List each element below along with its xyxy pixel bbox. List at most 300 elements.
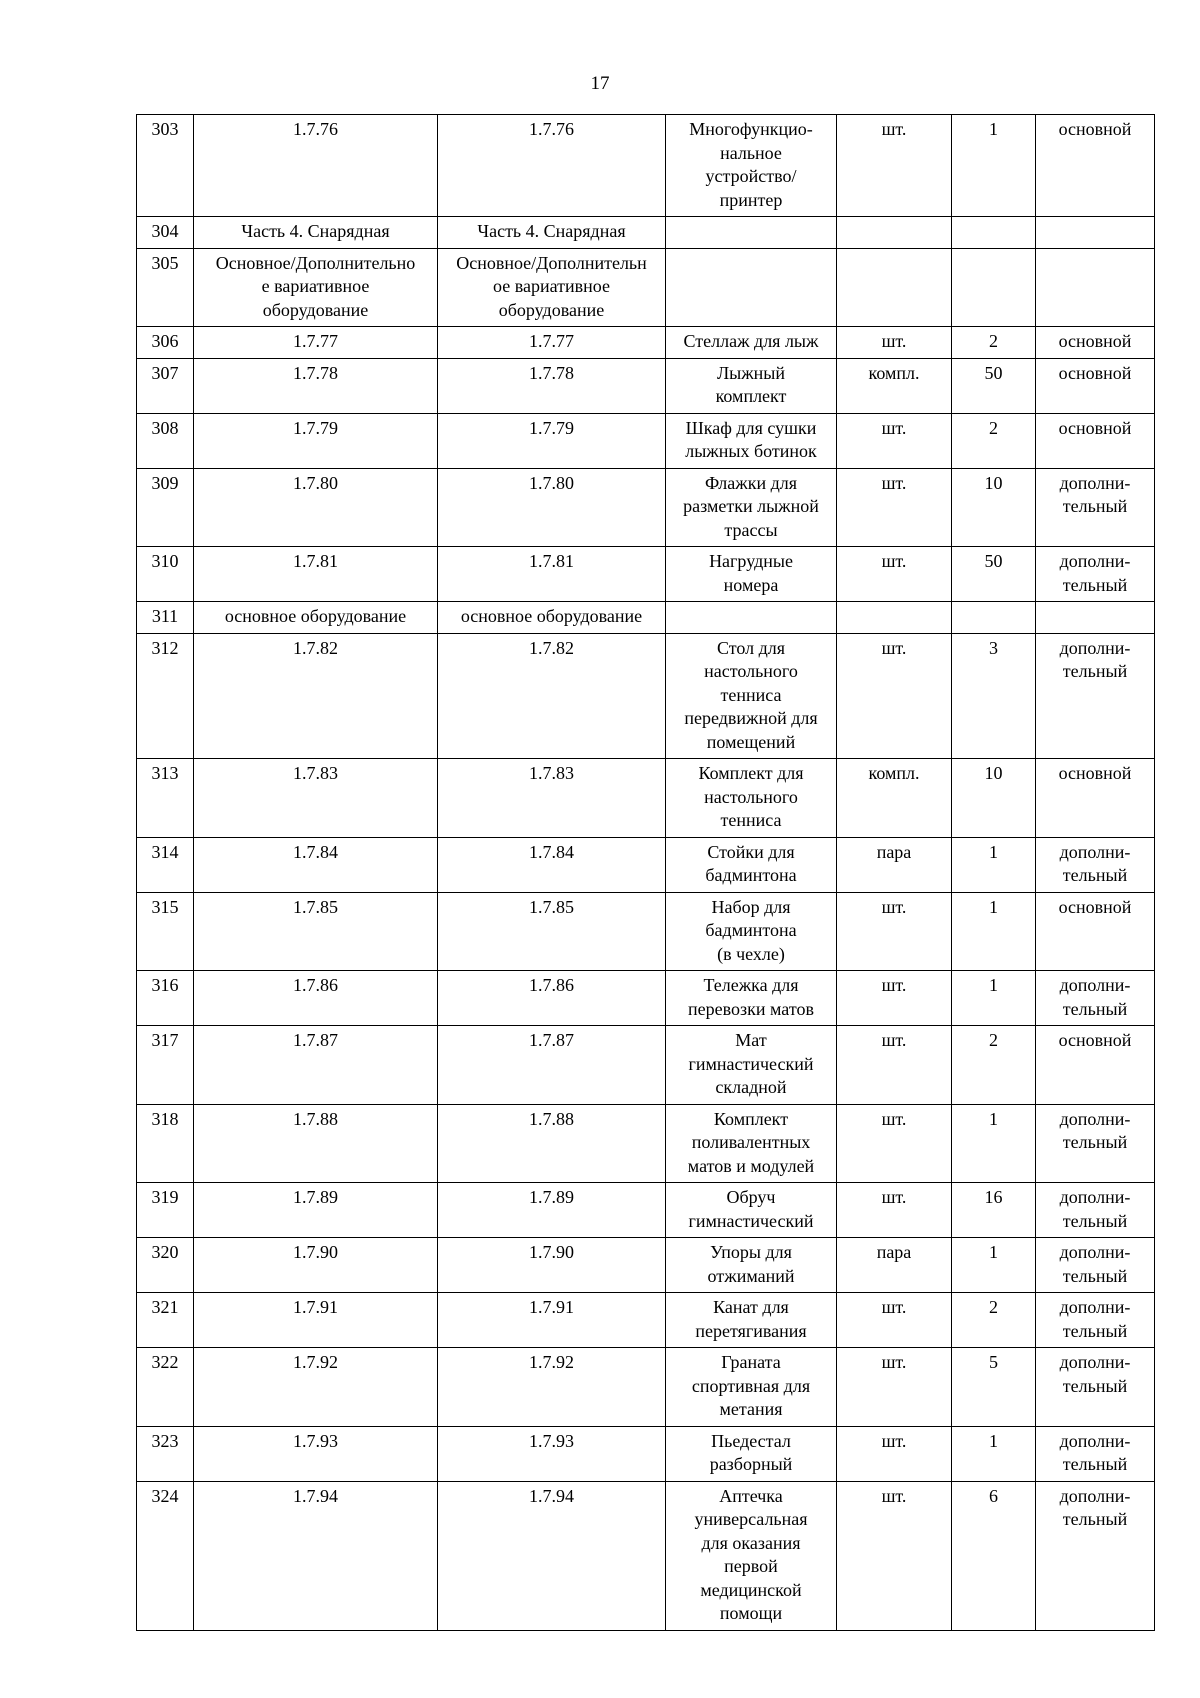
- code-cell-secondary: [438, 971, 666, 1026]
- row-number-cell: [137, 1481, 194, 1630]
- quantity-cell: [952, 547, 1036, 602]
- row-number-cell: [137, 1104, 194, 1183]
- row-number-cell: [137, 602, 194, 634]
- code-cell-primary-text: 1.7.84: [293, 841, 338, 862]
- row-number-cell: [137, 759, 194, 838]
- unit-cell: [837, 1293, 952, 1348]
- code-cell-secondary: [438, 358, 666, 413]
- code-cell-secondary: [438, 468, 666, 547]
- item-name-cell: [666, 413, 837, 468]
- code-cell-primary-text: Основное/Дополнительно е вариативное оборудование: [215, 252, 416, 320]
- unit-cell-text: шт.: [881, 1297, 907, 1317]
- table-row: [137, 1183, 1155, 1238]
- quantity-cell-text: 1: [989, 1242, 998, 1262]
- item-name-cell: [666, 633, 837, 759]
- code-cell-primary-text: 1.7.87: [293, 1030, 338, 1050]
- equipment-type-cell: [1036, 1481, 1155, 1630]
- code-cell-primary-text: 1.7.90: [293, 1242, 338, 1262]
- code-cell-secondary-text: основное оборудование: [460, 606, 643, 626]
- item-name-cell-text: Нагрудные номера: [709, 551, 793, 595]
- equipment-type-cell: [1036, 547, 1155, 602]
- unit-cell: [837, 327, 952, 359]
- quantity-cell: [952, 892, 1036, 971]
- quantity-cell: [952, 468, 1036, 547]
- item-name-cell-text: Мат гимнастический складной: [688, 1030, 814, 1097]
- item-name-cell: [666, 248, 837, 327]
- unit-cell-text: шт.: [881, 1030, 907, 1050]
- row-number-cell-text: 307: [151, 362, 179, 383]
- item-name-cell: [666, 759, 837, 838]
- code-cell-primary: [194, 759, 438, 838]
- equipment-type-cell: [1036, 358, 1155, 413]
- unit-cell: [837, 1238, 952, 1293]
- item-name-cell-text: Стойки для бадминтона: [705, 841, 797, 885]
- item-name-cell: [666, 1293, 837, 1348]
- row-number-cell-text: 303: [151, 119, 179, 139]
- equipment-type-cell: [1036, 1183, 1155, 1238]
- item-name-cell-text: Шкаф для сушки лыжных ботинок: [685, 417, 817, 461]
- row-number-cell-text: 310: [151, 551, 179, 571]
- row-number-cell: [137, 547, 194, 602]
- unit-cell: [837, 1348, 952, 1427]
- row-number-cell-text: 319: [151, 1187, 179, 1207]
- unit-cell: [837, 1183, 952, 1238]
- code-cell-secondary: [438, 1348, 666, 1427]
- table-row: [137, 1104, 1155, 1183]
- quantity-cell: [952, 327, 1036, 359]
- code-cell-secondary: [438, 217, 666, 249]
- equipment-type-cell-text: дополни- тельный: [1059, 1297, 1131, 1341]
- unit-cell: [837, 1481, 952, 1630]
- table-row: [137, 1293, 1155, 1348]
- code-cell-primary-text: 1.7.81: [293, 551, 338, 571]
- code-cell-primary-text: 1.7.92: [293, 1352, 338, 1372]
- code-cell-primary-text: 1.7.93: [293, 1430, 338, 1451]
- quantity-cell-text: 2: [989, 331, 998, 351]
- equipment-type-cell-text: основной: [1058, 1030, 1132, 1050]
- code-cell-secondary-text: 1.7.87: [529, 1030, 574, 1050]
- quantity-cell: [952, 1238, 1036, 1293]
- quantity-cell-text: 1: [989, 1430, 998, 1451]
- code-cell-primary: [194, 1026, 438, 1105]
- quantity-cell: [952, 1183, 1036, 1238]
- item-name-cell: [666, 327, 837, 359]
- table-row: [137, 1481, 1155, 1630]
- code-cell-secondary-text: Часть 4. Снарядная: [477, 221, 626, 241]
- quantity-cell: [952, 1348, 1036, 1427]
- row-number-cell-text: 323: [151, 1430, 179, 1451]
- table-row: [137, 413, 1155, 468]
- code-cell-secondary-text: 1.7.94: [529, 1485, 574, 1506]
- code-cell-secondary-text: 1.7.76: [529, 119, 574, 139]
- item-name-cell: [666, 1481, 837, 1630]
- table-row: [137, 115, 1155, 217]
- code-cell-primary-text: 1.7.76: [293, 119, 338, 139]
- item-name-cell: [666, 1183, 837, 1238]
- row-number-cell: [137, 1238, 194, 1293]
- row-number-cell-text: 305: [151, 252, 179, 273]
- table-row: [137, 837, 1155, 892]
- quantity-cell: [952, 759, 1036, 838]
- item-name-cell: [666, 115, 837, 217]
- item-name-cell-text: Тележка для перевозки матов: [688, 975, 814, 1019]
- code-cell-secondary: [438, 547, 666, 602]
- table-row: [137, 971, 1155, 1026]
- equipment-table-body: [137, 115, 1155, 1631]
- equipment-type-cell-text: основной: [1058, 119, 1132, 139]
- code-cell-secondary: [438, 633, 666, 759]
- page-number: 17: [590, 73, 610, 94]
- equipment-type-cell: [1036, 971, 1155, 1026]
- unit-cell: [837, 248, 952, 327]
- row-number-cell: [137, 115, 194, 217]
- equipment-type-cell-text: основной: [1058, 417, 1132, 438]
- row-number-cell-text: 322: [151, 1352, 179, 1372]
- unit-cell: [837, 1026, 952, 1105]
- code-cell-primary: [194, 837, 438, 892]
- equipment-type-cell-text: основной: [1058, 763, 1132, 783]
- code-cell-secondary-text: 1.7.82: [529, 637, 574, 658]
- unit-cell: [837, 358, 952, 413]
- item-name-cell-text: Флажки для разметки лыжной трассы: [683, 472, 819, 540]
- row-number-cell: [137, 358, 194, 413]
- code-cell-primary: [194, 248, 438, 327]
- quantity-cell-text: 1: [989, 975, 998, 995]
- code-cell-secondary: [438, 248, 666, 327]
- item-name-cell: [666, 468, 837, 547]
- unit-cell-text: шт.: [881, 637, 907, 658]
- quantity-cell: [952, 633, 1036, 759]
- equipment-type-cell: [1036, 468, 1155, 547]
- code-cell-primary-text: 1.7.82: [293, 637, 338, 658]
- table-row: [137, 1026, 1155, 1105]
- code-cell-secondary-text: 1.7.84: [529, 841, 574, 862]
- unit-cell: [837, 217, 952, 249]
- code-cell-secondary: [438, 1183, 666, 1238]
- row-number-cell-text: 316: [151, 975, 179, 995]
- item-name-cell-text: Упоры для отжиманий: [707, 1242, 795, 1286]
- equipment-type-cell-text: дополни- тельный: [1059, 472, 1131, 516]
- quantity-cell-text: 1: [989, 1108, 998, 1129]
- code-cell-secondary: [438, 1104, 666, 1183]
- code-cell-primary-text: 1.7.77: [293, 331, 338, 351]
- quantity-cell-text: 1: [989, 119, 998, 139]
- quantity-cell-text: 6: [989, 1485, 998, 1506]
- code-cell-primary: [194, 358, 438, 413]
- equipment-type-cell: [1036, 1026, 1155, 1105]
- unit-cell: [837, 1104, 952, 1183]
- code-cell-secondary: [438, 115, 666, 217]
- quantity-cell: [952, 1293, 1036, 1348]
- item-name-cell: [666, 1026, 837, 1105]
- item-name-cell-text: Многофункцио- нальное устройство/ принтер: [689, 119, 813, 210]
- equipment-type-cell: [1036, 633, 1155, 759]
- code-cell-primary: [194, 115, 438, 217]
- code-cell-primary-text: 1.7.85: [293, 896, 338, 917]
- unit-cell: [837, 1426, 952, 1481]
- unit-cell-text: шт.: [881, 1485, 907, 1506]
- quantity-cell: [952, 1104, 1036, 1183]
- equipment-type-cell: [1036, 115, 1155, 217]
- table-row: [137, 602, 1155, 634]
- unit-cell-text: шт.: [881, 1352, 907, 1372]
- table-row: [137, 633, 1155, 759]
- item-name-cell: [666, 217, 837, 249]
- table-row: [137, 547, 1155, 602]
- item-name-cell: [666, 1348, 837, 1427]
- row-number-cell: [137, 1348, 194, 1427]
- equipment-type-cell: [1036, 892, 1155, 971]
- equipment-type-cell-text: дополни- тельный: [1059, 1242, 1131, 1286]
- equipment-type-cell-text: дополни- тельный: [1059, 1430, 1131, 1474]
- equipment-type-cell-text: основной: [1058, 896, 1132, 917]
- code-cell-secondary: [438, 837, 666, 892]
- row-number-cell: [137, 1183, 194, 1238]
- unit-cell: [837, 413, 952, 468]
- equipment-type-cell-text: основной: [1058, 362, 1132, 383]
- equipment-type-cell-text: дополни- тельный: [1059, 637, 1131, 681]
- row-number-cell-text: 306: [151, 331, 179, 351]
- item-name-cell: [666, 892, 837, 971]
- code-cell-primary: [194, 1481, 438, 1630]
- row-number-cell-text: 315: [151, 896, 179, 917]
- code-cell-primary: [194, 1183, 438, 1238]
- quantity-cell: [952, 602, 1036, 634]
- row-number-cell: [137, 413, 194, 468]
- quantity-cell-text: 3: [989, 637, 998, 658]
- unit-cell-text: компл.: [868, 362, 920, 383]
- table-row: [137, 892, 1155, 971]
- code-cell-secondary: [438, 1026, 666, 1105]
- equipment-type-cell: [1036, 1348, 1155, 1427]
- code-cell-primary: [194, 1293, 438, 1348]
- item-name-cell-text: Пьедестал разборный: [709, 1430, 793, 1474]
- item-name-cell-text: Канат для перетягивания: [695, 1297, 807, 1341]
- item-name-cell: [666, 971, 837, 1026]
- code-cell-secondary: [438, 759, 666, 838]
- code-cell-secondary-text: 1.7.78: [529, 362, 574, 383]
- equipment-type-cell: [1036, 217, 1155, 249]
- quantity-cell: [952, 837, 1036, 892]
- row-number-cell: [137, 468, 194, 547]
- code-cell-primary: [194, 602, 438, 634]
- code-cell-secondary: [438, 1426, 666, 1481]
- quantity-cell-text: 5: [989, 1352, 998, 1372]
- equipment-type-cell: [1036, 1293, 1155, 1348]
- equipment-type-cell-text: дополни- тельный: [1059, 1187, 1131, 1231]
- unit-cell: [837, 759, 952, 838]
- unit-cell: [837, 892, 952, 971]
- code-cell-secondary: [438, 327, 666, 359]
- unit-cell: [837, 547, 952, 602]
- row-number-cell-text: 311: [151, 606, 179, 626]
- quantity-cell: [952, 971, 1036, 1026]
- equipment-type-cell: [1036, 413, 1155, 468]
- code-cell-secondary-text: 1.7.88: [529, 1108, 574, 1129]
- code-cell-primary: [194, 1238, 438, 1293]
- row-number-cell-text: 309: [151, 472, 179, 493]
- quantity-cell-text: 50: [984, 551, 1003, 571]
- unit-cell-text: шт.: [881, 1430, 907, 1451]
- equipment-table: [136, 114, 1155, 1631]
- item-name-cell-text: Аптечка универсальная для оказания первой медицинской помощи: [694, 1485, 808, 1623]
- unit-cell: [837, 115, 952, 217]
- quantity-cell-text: 2: [989, 417, 998, 438]
- item-name-cell: [666, 547, 837, 602]
- unit-cell-text: компл.: [868, 763, 920, 783]
- code-cell-secondary-text: 1.7.92: [529, 1352, 574, 1372]
- code-cell-primary-text: 1.7.89: [293, 1187, 338, 1207]
- row-number-cell-text: 304: [151, 221, 179, 241]
- row-number-cell-text: 317: [151, 1030, 179, 1050]
- equipment-type-cell: [1036, 837, 1155, 892]
- item-name-cell-text: Комплект для настольного тенниса: [698, 763, 804, 830]
- equipment-type-cell-text: дополни- тельный: [1059, 1108, 1131, 1152]
- code-cell-primary: [194, 217, 438, 249]
- row-number-cell-text: 318: [151, 1108, 179, 1129]
- item-name-cell-text: Набор для бадминтона (в чехле): [705, 896, 797, 964]
- unit-cell: [837, 468, 952, 547]
- unit-cell-text: шт.: [881, 417, 907, 438]
- code-cell-primary-text: 1.7.91: [293, 1297, 338, 1317]
- table-row: [137, 358, 1155, 413]
- quantity-cell-text: 2: [989, 1030, 998, 1050]
- unit-cell-text: шт.: [881, 975, 907, 995]
- table-row: [137, 468, 1155, 547]
- item-name-cell: [666, 837, 837, 892]
- row-number-cell: [137, 971, 194, 1026]
- equipment-type-cell: [1036, 602, 1155, 634]
- code-cell-primary-text: 1.7.80: [293, 472, 338, 493]
- code-cell-secondary-text: 1.7.79: [529, 417, 574, 438]
- equipment-type-cell-text: основной: [1058, 331, 1132, 351]
- quantity-cell-text: 1: [989, 896, 998, 917]
- row-number-cell-text: 312: [151, 637, 179, 658]
- code-cell-primary: [194, 327, 438, 359]
- quantity-cell-text: 2: [989, 1297, 998, 1317]
- code-cell-primary-text: основное оборудование: [224, 606, 407, 626]
- code-cell-secondary: [438, 1481, 666, 1630]
- row-number-cell: [137, 1426, 194, 1481]
- code-cell-primary: [194, 892, 438, 971]
- unit-cell: [837, 602, 952, 634]
- equipment-type-cell-text: дополни- тельный: [1059, 1485, 1131, 1529]
- table-row: [137, 217, 1155, 249]
- code-cell-secondary: [438, 1293, 666, 1348]
- row-number-cell-text: 308: [151, 417, 179, 438]
- quantity-cell-text: 1: [989, 841, 998, 862]
- item-name-cell-text: Лыжный комплект: [715, 362, 787, 406]
- quantity-cell: [952, 1481, 1036, 1630]
- code-cell-secondary: [438, 413, 666, 468]
- code-cell-primary: [194, 1426, 438, 1481]
- code-cell-secondary: [438, 602, 666, 634]
- row-number-cell-text: 324: [151, 1485, 179, 1506]
- row-number-cell: [137, 1026, 194, 1105]
- code-cell-primary-text: 1.7.83: [293, 763, 338, 783]
- code-cell-secondary: [438, 892, 666, 971]
- code-cell-secondary-text: 1.7.90: [529, 1242, 574, 1262]
- quantity-cell: [952, 217, 1036, 249]
- code-cell-primary: [194, 468, 438, 547]
- row-number-cell-text: 313: [151, 763, 179, 783]
- code-cell-secondary-text: 1.7.83: [529, 763, 574, 783]
- table-row: [137, 248, 1155, 327]
- row-number-cell-text: 314: [151, 841, 179, 862]
- row-number-cell: [137, 837, 194, 892]
- row-number-cell: [137, 327, 194, 359]
- quantity-cell-text: 10: [984, 763, 1003, 783]
- unit-cell: [837, 971, 952, 1026]
- item-name-cell-text: Стол для настольного тенниса передвижной для помещений: [684, 637, 818, 752]
- code-cell-secondary-text: 1.7.93: [529, 1430, 574, 1451]
- unit-cell-text: шт.: [881, 1187, 907, 1207]
- code-cell-primary-text: 1.7.79: [293, 417, 338, 438]
- item-name-cell: [666, 602, 837, 634]
- code-cell-secondary-text: 1.7.80: [529, 472, 574, 493]
- item-name-cell: [666, 1104, 837, 1183]
- table-row: [137, 1238, 1155, 1293]
- table-row: [137, 1426, 1155, 1481]
- code-cell-primary-text: 1.7.88: [293, 1108, 338, 1129]
- quantity-cell: [952, 358, 1036, 413]
- equipment-type-cell: [1036, 248, 1155, 327]
- equipment-type-cell-text: дополни- тельный: [1059, 975, 1131, 1019]
- equipment-type-cell-text: дополни- тельный: [1059, 841, 1131, 885]
- code-cell-secondary-text: 1.7.89: [529, 1187, 574, 1207]
- item-name-cell-text: Стеллаж для лыж: [683, 331, 819, 351]
- code-cell-secondary-text: Основное/Дополнительн ое вариативное оборудование: [456, 252, 647, 320]
- unit-cell-text: пара: [876, 841, 912, 862]
- code-cell-primary: [194, 971, 438, 1026]
- equipment-type-cell-text: дополни- тельный: [1059, 551, 1131, 595]
- equipment-type-cell: [1036, 1238, 1155, 1293]
- table-row: [137, 1348, 1155, 1427]
- quantity-cell: [952, 1026, 1036, 1105]
- code-cell-primary: [194, 413, 438, 468]
- quantity-cell: [952, 115, 1036, 217]
- code-cell-secondary-text: 1.7.85: [529, 896, 574, 917]
- unit-cell: [837, 837, 952, 892]
- row-number-cell-text: 321: [151, 1297, 179, 1317]
- row-number-cell: [137, 892, 194, 971]
- row-number-cell: [137, 633, 194, 759]
- code-cell-primary: [194, 547, 438, 602]
- quantity-cell-text: 10: [984, 472, 1003, 493]
- quantity-cell-text: 50: [984, 362, 1003, 383]
- code-cell-primary: [194, 1348, 438, 1427]
- quantity-cell: [952, 248, 1036, 327]
- item-name-cell-text: Граната спортивная для метания: [691, 1352, 811, 1419]
- code-cell-primary: [194, 1104, 438, 1183]
- unit-cell-text: шт.: [881, 119, 907, 139]
- row-number-cell: [137, 217, 194, 249]
- item-name-cell: [666, 358, 837, 413]
- quantity-cell: [952, 1426, 1036, 1481]
- unit-cell-text: шт.: [881, 1108, 907, 1129]
- code-cell-primary-text: 1.7.78: [293, 362, 338, 383]
- code-cell-primary-text: 1.7.94: [293, 1485, 338, 1506]
- equipment-type-cell: [1036, 1104, 1155, 1183]
- code-cell-primary-text: 1.7.86: [293, 975, 338, 995]
- quantity-cell: [952, 413, 1036, 468]
- table-row: [137, 759, 1155, 838]
- unit-cell: [837, 633, 952, 759]
- code-cell-secondary-text: 1.7.86: [529, 975, 574, 995]
- row-number-cell: [137, 248, 194, 327]
- item-name-cell: [666, 1238, 837, 1293]
- code-cell-secondary: [438, 1238, 666, 1293]
